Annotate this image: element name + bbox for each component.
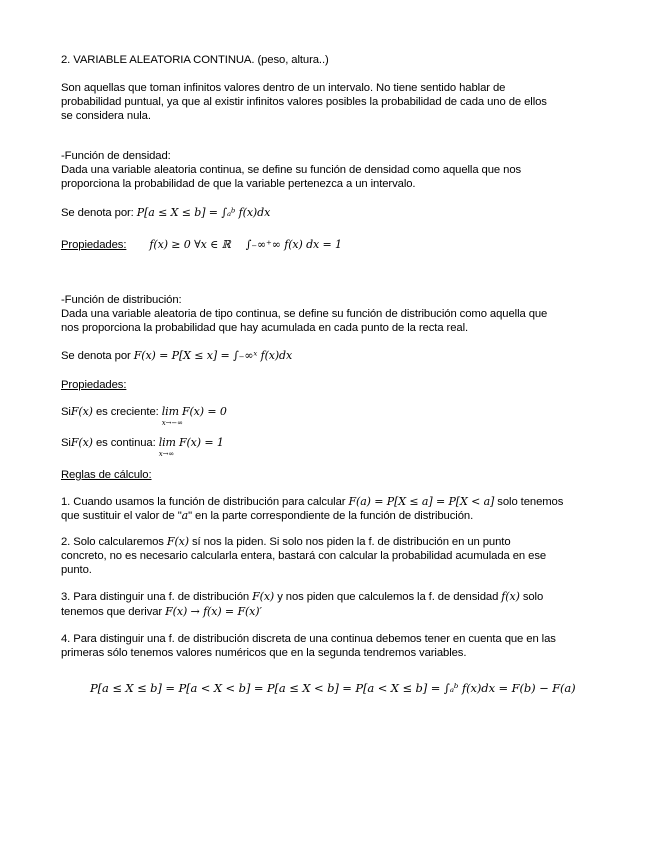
densidad-text-line: Dada una variable aleatoria continua, se define su función de densidad como aquella que nos <box>61 164 522 176</box>
regla-1-line <box>61 495 563 509</box>
regla-2-line: punto. <box>61 564 92 576</box>
regla-3-text: 3. Para distinguir una f. de distribución <box>61 591 250 603</box>
prop-creciente-text: es creciente: <box>95 406 159 418</box>
lim-subscript: x→∞ <box>158 450 175 458</box>
densidad-denota <box>61 206 270 220</box>
densidad-prop-nonnegative: f(x) ≥ 0 ∀x ∈ ℝ <box>149 238 231 251</box>
densidad-heading: -Función de densidad: <box>61 150 171 162</box>
regla-3-line <box>61 590 543 604</box>
intro-line: se considera nula. <box>61 110 151 122</box>
regla-1-var: a <box>181 509 189 522</box>
regla-1-text: que sustituir el valor de " <box>61 510 182 522</box>
regla-3-formula: F(x) → f(x) = F(x)′ <box>165 605 262 618</box>
prop-creciente-expr: F(x) = 0 <box>181 405 227 418</box>
densidad-text-line: proporciona la probabilidad de que la variable pertenezca a un intervalo. <box>61 178 416 190</box>
regla-1-text: solo tenemos <box>497 496 564 508</box>
densidad-prop-normalization: ∫₋∞⁺∞ f(x) dx = 1 <box>245 238 342 251</box>
regla-2-text: sí nos la piden. Si solo nos piden la f. de distribución en un punto <box>192 536 511 548</box>
regla-3-line <box>61 605 262 619</box>
distribucion-text-line: nos proporciona la probabilidad que hay acumulada en cada punto de la recta real. <box>61 322 469 334</box>
prop-creciente-f: F(x) <box>70 405 93 418</box>
prop-continua <box>61 436 224 458</box>
intro-line: probabilidad puntual, ya que al existir infinitos valores posibles la probabilidad de cada uno de ellos <box>61 96 547 108</box>
lim-word: lim <box>161 405 179 418</box>
densidad-propiedades-label: Propiedades: <box>61 239 127 251</box>
regla-2-line: concreto, no es necesario calcularla entera, bastará con calcular la probabilidad acumulada en ese <box>61 550 547 562</box>
lim-word: lim <box>158 436 176 449</box>
regla-2-line <box>61 535 511 549</box>
regla-1-formula: F(a) = P[X ≤ a] = P[X < a] <box>348 495 495 508</box>
densidad-denota-formula: P[a ≤ X ≤ b] = ∫ₐᵇ f(x)dx <box>136 206 271 219</box>
regla-1-text: 1. Cuando usamos la función de distribución para calcular <box>61 496 346 508</box>
limit-plus-infinity <box>158 436 176 458</box>
intro-line: Son aquellas que toman infinitos valores dentro de un intervalo. No tiene sentido hablar de <box>61 82 506 94</box>
regla-3-F: F(x) <box>252 590 275 603</box>
prop-continua-text: es continua: <box>95 437 156 449</box>
regla-4-line: primeras sólo tenemos valores numéricos que en la segunda tendremos variables. <box>61 647 467 659</box>
regla-4-line: 4. Para distinguir una f. de distribución discreta de una continua debemos tener en cuenta que en las <box>61 633 556 645</box>
final-formula: P[a ≤ X ≤ b] = P[a < X < b] = P[a ≤ X < b] = P[a < X ≤ b] = ∫ₐᵇ f(x)dx = F(b) − F(a) <box>90 681 576 695</box>
lim-subscript: x→−∞ <box>161 419 183 427</box>
section-title: 2. VARIABLE ALEATORIA CONTINUA. (peso, altura..) <box>61 54 329 66</box>
densidad-propiedades <box>61 238 342 252</box>
regla-3-text: y nos piden que calculemos la f. de densidad <box>277 591 499 603</box>
distribucion-propiedades-label: Propiedades: <box>61 379 127 391</box>
regla-1-text: " en la parte correspondiente de la función de distribución. <box>188 510 474 522</box>
prop-continua-f: F(x) <box>70 436 93 449</box>
regla-3-f: f(x) <box>501 590 520 603</box>
limit-minus-infinity <box>161 405 183 427</box>
regla-3-text: tenemos que derivar <box>61 606 163 618</box>
prop-continua-si: Si <box>61 437 71 449</box>
distribucion-heading: -Función de distribución: <box>61 294 182 306</box>
prop-creciente <box>61 405 227 427</box>
prop-continua-expr: F(x) = 1 <box>178 436 224 449</box>
prop-creciente-si: Si <box>61 406 71 418</box>
distribucion-denota <box>61 349 292 363</box>
distribucion-text-line: Dada una variable aleatoria de tipo continua, se define su función de distribución como aquella que <box>61 308 548 320</box>
distribucion-denota-formula: F(x) = P[X ≤ x] = ∫₋∞ˣ f(x)dx <box>133 349 293 362</box>
reglas-heading: Reglas de cálculo: <box>61 469 152 481</box>
distribucion-denota-label: Se denota por <box>61 350 131 362</box>
regla-2-text: 2. Solo calcularemos <box>61 536 164 548</box>
densidad-denota-label: Se denota por: <box>61 207 134 219</box>
regla-3-text: solo <box>522 591 544 603</box>
regla-1-line <box>61 509 473 523</box>
regla-2-f: F(x) <box>166 535 189 548</box>
